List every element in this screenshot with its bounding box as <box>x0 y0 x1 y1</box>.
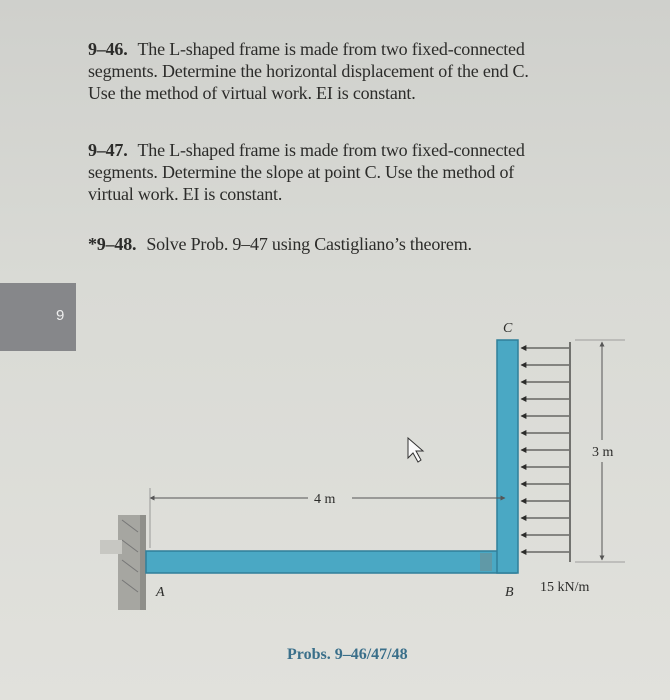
problem-9-47 <box>88 139 658 205</box>
problem-text-line: virtual work. EI is constant. <box>88 184 283 204</box>
label-a: A <box>156 585 165 600</box>
problem-number: *9–48. <box>88 234 137 254</box>
pointer-cursor-icon <box>408 438 423 462</box>
frame-figure <box>0 300 670 640</box>
beam-ab <box>146 551 516 573</box>
problem-9-46 <box>88 38 658 104</box>
figure-caption: Probs. 9–46/47/48 <box>287 646 408 663</box>
column-bc <box>497 340 518 573</box>
label-c: C <box>503 321 513 336</box>
problem-text-line: The L-shaped frame is made from two fixed-connected <box>137 39 525 59</box>
load-label: 15 kN/m <box>540 580 590 595</box>
problem-text-line: Solve Prob. 9–47 using Castigliano’s theorem. <box>146 234 472 254</box>
label-b: B <box>505 585 514 600</box>
problem-number: 9–46. <box>88 39 128 59</box>
chapter-number: 9 <box>56 307 65 324</box>
problem-9-48 <box>88 233 658 255</box>
problem-text-line: Use the method of virtual work. EI is constant. <box>88 83 416 103</box>
problem-text-line: segments. Determine the horizontal displacement of the end C. <box>88 61 529 81</box>
problem-text-line: segments. Determine the slope at point C. Use the method of <box>88 162 515 182</box>
dim-vertical-label: 3 m <box>592 445 614 460</box>
fixed-support-a <box>100 515 146 610</box>
problem-text-line: The L-shaped frame is made from two fixed-connected <box>137 140 525 160</box>
dim-horizontal-label: 4 m <box>314 492 336 507</box>
problem-number: 9–47. <box>88 140 128 160</box>
distributed-load <box>521 348 569 552</box>
fixed-connection <box>480 553 492 571</box>
